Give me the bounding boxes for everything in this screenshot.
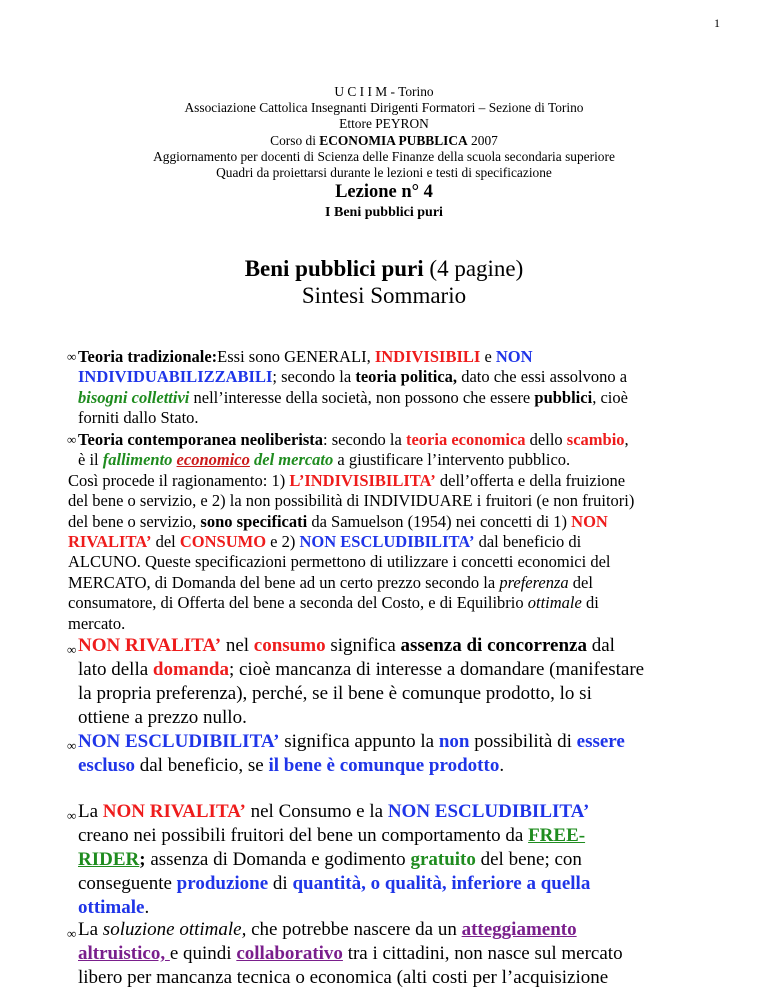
header-line-author: Ettore PEYRON	[339, 116, 429, 132]
bullet-icon: ∞	[67, 738, 77, 753]
section-title	[0, 255, 768, 309]
paragraph-soluzione-ottimale: ∞ La soluzione ottimale, che potrebbe nascere da un atteggiamento altruistico, e quindi collaborativo tra i cittadini, non nasce sul mercato libero per mancanza tecnica o economica (alti costi per l’acquisizione	[67, 919, 623, 988]
header-line-course: Corso di ECONOMIA PUBBLICA 2007	[270, 132, 498, 148]
title-pages: (4 pagine)	[423, 256, 524, 281]
paragraph-non-rivalita: ∞ NON RIVALITA’ nel consumo significa assenza di concorrenza dal lato della domanda; cioè mancanza di interesse a domandare (manifestare la propria preferenza), perché, se il bene è comunque prodotto, lo si ottiene a prezzo nullo.	[67, 635, 645, 728]
bullet-icon: ∞	[67, 432, 77, 447]
page-number: 1	[714, 16, 720, 30]
lesson-number: Lezione n° 4	[335, 182, 433, 203]
bullet-icon: ∞	[67, 642, 77, 657]
header-line-org: U C I I M - Torino	[334, 84, 434, 99]
lesson-subtitle: I Beni pubblici puri	[325, 205, 443, 221]
title-sub: Sintesi Sommario	[301, 283, 467, 308]
header-line-update: Aggiornamento per docenti di Scienza delle Finanze della scuola secondaria superiore	[153, 148, 615, 164]
paragraph-non-escludibilita: ∞ NON ESCLUDIBILITA’ significa appunto la non possibilità di essere escluso dal beneficio, se il bene è comunque prodotto.	[67, 731, 625, 776]
document-header	[0, 84, 768, 222]
paragraph-teoria-tradizionale: ∞ Teoria tradizionale:Essi sono GENERALI, INDIVISIBILI e NON INDIVIDUABILIZZABILI; secondo la teoria politica, dato che essi assolvono a bisogni collettivi nell’interesse della società, non possono che essere pubblici, cioè forniti dallo Stato.	[67, 347, 628, 428]
title-main: Beni pubblici puri	[244, 256, 424, 281]
paragraph-teoria-contemporanea: ∞ Teoria contemporanea neoliberista: secondo la teoria economica dello scambio, è il fallimento economico del mercato a giustificare l’intervento pubblico. Così procede il ragionamento: 1) L’INDIVISIBILITA’ dell’offerta e della fruizione del bene o servizio, e 2) la non possibilità di INDIVIDUARE i fruitori (e non fruitori) del bene o servizio, sono specificati da Samuelson (1954) nei concetti di 1) NON RIVALITA’ del CONSUMO e 2) NON ESCLUDIBILITA’ dal beneficio di ALCUNO. Queste specificazioni permettono di utilizzare i concetti economici del MERCATO, di Domanda del bene ad un certo prezzo secondo la preferenza del consumatore, di Offerta del bene a seconda del Costo, e di Equilibrio ottimale di mercato.	[67, 430, 635, 633]
header-line-slides: Quadri da proiettarsi durante le lezioni e testi di specificazione	[216, 165, 552, 181]
header-line-association: Associazione Cattolica Insegnanti Dirigenti Formatori – Sezione di Torino	[184, 100, 584, 116]
paragraph-free-rider: ∞ La NON RIVALITA’ nel Consumo e la NON ESCLUDIBILITA’ creano nei possibili fruitori del bene un comportamento da FREE- RIDER; assenza di Domanda e godimento gratuito del bene; con conseguente produzione di quantità, o qualità, inferiore a quella ottimale.	[67, 801, 591, 918]
bullet-icon: ∞	[67, 808, 77, 823]
bullet-icon: ∞	[67, 349, 77, 364]
bullet-icon: ∞	[67, 926, 77, 941]
